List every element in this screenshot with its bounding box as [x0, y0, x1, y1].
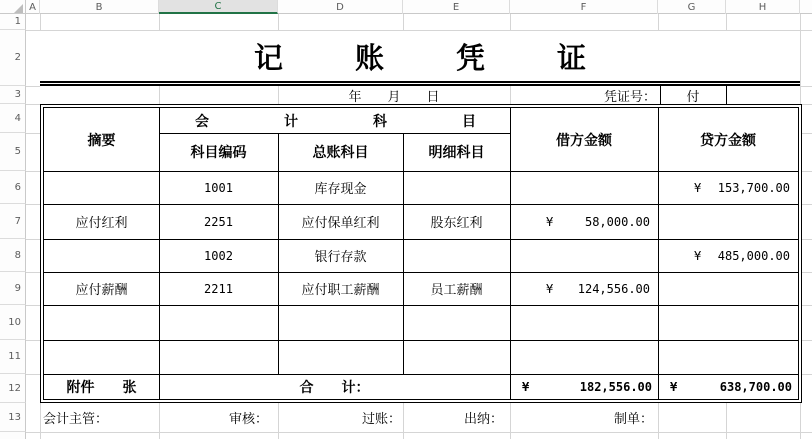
amount-value: 485,000.00 — [717, 248, 790, 263]
row-header-10[interactable]: 10 — [0, 305, 26, 340]
column-header-e[interactable]: E — [403, 0, 510, 14]
voucher-table — [40, 104, 802, 403]
signature-review[interactable]: 审核： — [228, 412, 268, 427]
row-header-4[interactable]: 4 — [0, 104, 26, 133]
attachment-cell[interactable]: 附件 张 — [66, 379, 137, 396]
cell-ledger[interactable]: 银行存款 — [314, 250, 367, 265]
row-header-partial — [0, 432, 26, 439]
currency-symbol: ¥ — [546, 281, 554, 296]
cell-summary[interactable]: 应付红利 — [75, 216, 128, 231]
voucher-title-cell[interactable] — [40, 31, 800, 86]
total-credit-cell[interactable] — [658, 374, 798, 399]
total-label-cell[interactable]: 合 计： — [299, 379, 370, 396]
date-cell[interactable]: 年 月 日 — [348, 89, 440, 105]
total-debit-cell[interactable] — [510, 374, 658, 399]
gridline-row-13 — [26, 432, 812, 433]
subject-char: 目 — [462, 113, 476, 130]
currency-symbol: ¥ — [670, 379, 678, 394]
voucherno-cell-border — [726, 86, 727, 104]
cell-code[interactable]: 2251 — [204, 214, 233, 229]
row-header-1[interactable]: 1 — [0, 14, 26, 30]
currency-symbol: ¥ — [694, 248, 702, 263]
gridline-stub — [26, 272, 40, 273]
currency-symbol: ¥ — [522, 379, 530, 394]
column-header-d[interactable]: D — [278, 0, 403, 14]
column-header-b[interactable]: B — [40, 0, 159, 14]
row-header-3[interactable]: 3 — [0, 86, 26, 104]
amount-value: 124,556.00 — [577, 281, 650, 296]
cell-debit[interactable] — [510, 272, 658, 305]
cell-detail[interactable]: 员工薪酬 — [430, 283, 483, 298]
column-header-a[interactable]: A — [26, 0, 40, 14]
signature-preparer[interactable]: 制单： — [613, 412, 653, 427]
header-accounting-subjects[interactable] — [159, 108, 510, 133]
gridline-stub — [26, 171, 40, 172]
column-header-strip — [0, 0, 812, 14]
row-header-5[interactable]: 5 — [0, 133, 26, 171]
cell-debit[interactable] — [510, 204, 658, 239]
amount-value: 182,556.00 — [579, 379, 652, 394]
gridline — [159, 86, 160, 104]
cell-credit[interactable] — [658, 171, 798, 204]
header-detail-subject[interactable]: 明细科目 — [428, 145, 485, 161]
row-header-9[interactable]: 9 — [0, 272, 26, 305]
column-header-h[interactable]: H — [726, 0, 800, 14]
signature-posting[interactable]: 过账： — [361, 412, 401, 427]
signature-cashier[interactable]: 出纳： — [463, 412, 503, 427]
header-credit-amount[interactable]: 贷方金额 — [700, 132, 756, 149]
header-debit-amount[interactable]: 借方金额 — [556, 132, 612, 149]
voucher-no-label[interactable]: 凭证号： — [603, 89, 656, 105]
empty-row[interactable] — [44, 305, 798, 340]
signature-supervisor[interactable]: 会计主管： — [43, 412, 109, 427]
subject-char: 会 — [195, 113, 209, 130]
row-header-11[interactable]: 11 — [0, 340, 26, 374]
gridline-stub — [26, 133, 40, 134]
subject-char: 科 — [373, 113, 387, 130]
row-header-8[interactable]: 8 — [0, 239, 26, 272]
currency-symbol: ¥ — [546, 214, 554, 229]
column-header-f[interactable]: F — [510, 0, 658, 14]
column-header-g[interactable]: G — [658, 0, 726, 14]
gridline-stub — [26, 305, 40, 306]
cell-ledger[interactable]: 库存现金 — [314, 182, 367, 197]
date-voucherno-row — [40, 86, 800, 104]
gridline-stub — [26, 86, 40, 87]
cell-code[interactable]: 1002 — [204, 248, 233, 263]
row-header-12[interactable]: 12 — [0, 374, 26, 403]
voucher-title: 记账凭证 — [253, 40, 658, 75]
cell-code[interactable]: 1001 — [204, 180, 233, 195]
select-all-corner[interactable] — [0, 0, 26, 14]
gridline-stub — [26, 374, 40, 375]
header-general-ledger[interactable]: 总账科目 — [312, 145, 369, 161]
column-header-c-selected[interactable]: C — [159, 0, 278, 14]
amount-value: 638,700.00 — [719, 379, 792, 394]
cell-ledger[interactable]: 应付职工薪酬 — [301, 283, 380, 298]
empty-row[interactable] — [44, 340, 798, 374]
gridline-stub — [800, 86, 812, 87]
row-header-6[interactable]: 6 — [0, 171, 26, 204]
row-header-7[interactable]: 7 — [0, 204, 26, 239]
currency-symbol: ¥ — [694, 180, 702, 195]
amount-value: 58,000.00 — [584, 214, 650, 229]
cell-code[interactable]: 2211 — [204, 281, 233, 296]
cell-summary[interactable]: 应付薪酬 — [75, 283, 128, 298]
cell-ledger[interactable]: 应付保单红利 — [301, 216, 380, 231]
row-header-2[interactable]: 2 — [0, 30, 26, 86]
cell-detail[interactable]: 股东红利 — [430, 216, 483, 231]
gridline-stub — [26, 104, 40, 105]
header-summary[interactable]: 摘要 — [87, 132, 116, 149]
row-header-13[interactable]: 13 — [0, 403, 26, 432]
subject-char: 计 — [284, 113, 298, 130]
voucher-no-value[interactable]: 付 — [686, 89, 700, 105]
amount-value: 153,700.00 — [717, 180, 790, 195]
cell-credit[interactable] — [658, 239, 798, 272]
gridline-stub — [26, 239, 40, 240]
column-header-partial — [800, 0, 812, 14]
header-subject-code[interactable]: 科目编码 — [190, 145, 247, 161]
gridline-stub — [26, 340, 40, 341]
gridline-stub — [26, 204, 40, 205]
